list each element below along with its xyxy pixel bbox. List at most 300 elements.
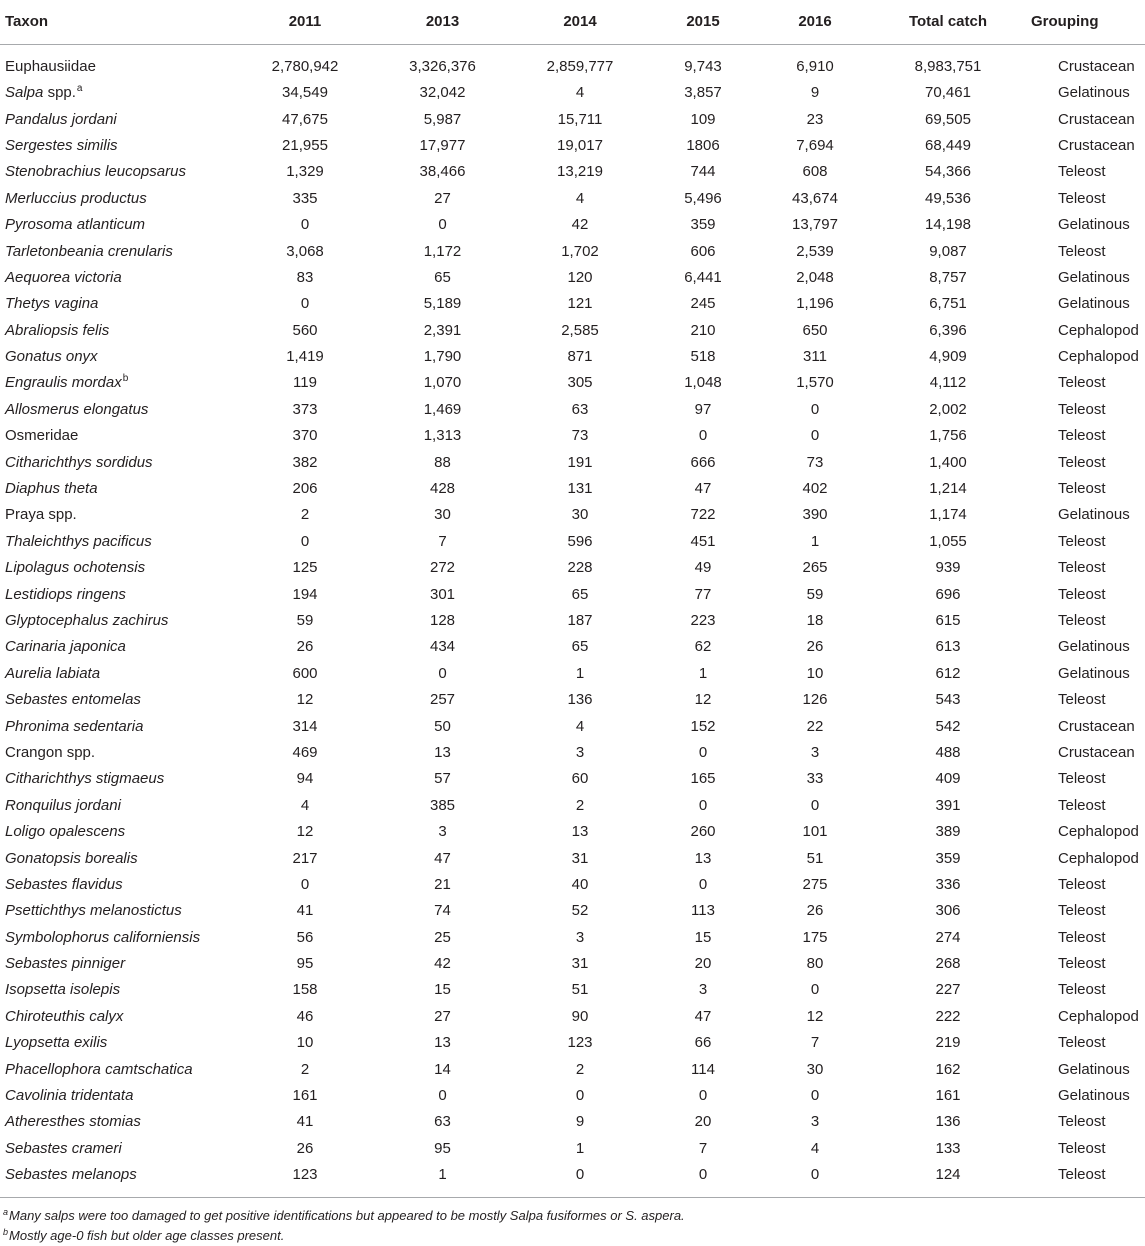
table-row — [0, 661, 1145, 687]
cell-count-2016: 12 — [806, 1007, 824, 1025]
footnote-text: Mostly age-0 fish but older age classes present. — [9, 1227, 285, 1243]
table-row — [0, 133, 1145, 159]
cell-grouping: Cephalopod — [1058, 1007, 1139, 1025]
table-row — [0, 502, 1145, 528]
cell-count-2014: 1,702 — [561, 242, 599, 260]
table-row — [0, 1030, 1145, 1056]
cell-count-2014: 2 — [575, 1060, 585, 1078]
cell-taxon — [0, 1109, 236, 1135]
cell-count-2014: 9 — [575, 1113, 585, 1131]
cell-count-2011: 94 — [296, 770, 314, 788]
cell-count-2016: 650 — [802, 321, 828, 339]
taxon-name-italic: Atheresthes stomias — [5, 1113, 141, 1131]
cell-count-2016: 43,674 — [792, 189, 838, 207]
cell-total-catch: 124 — [935, 1166, 961, 1184]
cell-grouping: Teleost — [1058, 453, 1106, 471]
table-row — [0, 450, 1145, 476]
taxon-name-roman: spp. — [47, 84, 76, 102]
taxon-name-italic: Diaphus theta — [5, 480, 98, 498]
cell-total-catch: 389 — [935, 823, 961, 841]
cell-count-2014: 121 — [567, 295, 593, 313]
cell-count-2016: 175 — [802, 928, 828, 946]
cell-grouping: Teleost — [1058, 928, 1106, 946]
cell-total-catch: 4,909 — [929, 348, 967, 366]
cell-count-2016: 1,570 — [796, 374, 834, 392]
cell-total-catch: 1,400 — [929, 453, 967, 471]
cell-count-2011: 0 — [300, 216, 310, 234]
cell-count-2013: 1,469 — [423, 400, 462, 418]
cell-total-catch: 49,536 — [925, 189, 971, 207]
cell-count-2013: 7 — [438, 532, 447, 550]
cell-count-2013: 57 — [434, 770, 451, 788]
cell-count-2014: 120 — [567, 268, 593, 286]
cell-taxon — [0, 898, 236, 924]
cell-taxon — [0, 925, 236, 951]
cell-grouping: Teleost — [1058, 374, 1106, 392]
cell-grouping: Gelatinous — [1058, 1060, 1130, 1078]
cell-count-2015: 97 — [694, 400, 712, 418]
header-grouping: Grouping — [1031, 13, 1099, 30]
cell-grouping: Teleost — [1058, 691, 1106, 709]
cell-count-2014: 30 — [571, 506, 589, 524]
cell-grouping: Teleost — [1058, 955, 1106, 973]
cell-count-2013: 128 — [429, 612, 456, 629]
taxon-name-roman: Crangon spp. — [5, 743, 96, 761]
cell-count-2015: 109 — [690, 110, 716, 128]
cell-count-2016: 608 — [802, 163, 828, 181]
table-row — [0, 766, 1145, 792]
cell-count-2015: 260 — [690, 823, 716, 841]
taxon-name-roman: Praya spp. — [5, 506, 77, 524]
taxon-name-italic: Gonatus onyx — [5, 348, 98, 366]
cell-count-2013: 385 — [429, 796, 456, 814]
cell-count-2013: 3,326,376 — [409, 57, 476, 75]
taxon-name-italic: Lyopsetta exilis — [5, 1034, 108, 1052]
cell-total-catch: 613 — [935, 638, 961, 656]
taxon-name-italic: Citharichthys stigmaeus — [5, 770, 165, 788]
cell-total-catch: 2,002 — [929, 400, 967, 418]
cell-count-2014: 65 — [571, 585, 589, 603]
taxon-name-italic: Loligo opalescens — [5, 823, 126, 841]
cell-count-2015: 13 — [694, 849, 712, 867]
cell-count-2011: 194 — [292, 585, 318, 603]
table-row — [0, 318, 1145, 344]
cell-count-2016: 26 — [806, 902, 824, 920]
cell-grouping: Teleost — [1058, 163, 1106, 181]
cell-grouping: Teleost — [1058, 559, 1106, 577]
cell-count-2011: 41 — [296, 902, 314, 920]
taxon-name-italic: Psettichthys melanostictus — [5, 902, 182, 920]
cell-count-2014: 0 — [575, 1166, 585, 1184]
cell-count-2011: 59 — [296, 612, 314, 629]
cell-count-2014: 305 — [567, 374, 593, 392]
table-row — [0, 977, 1145, 1003]
cell-count-2013: 74 — [434, 902, 451, 920]
cell-total-catch: 268 — [935, 955, 961, 973]
cell-count-2015: 47 — [694, 1007, 712, 1025]
cell-taxon — [0, 872, 236, 898]
cell-total-catch: 1,174 — [929, 506, 967, 524]
cell-count-2016: 101 — [802, 823, 828, 841]
cell-total-catch: 306 — [935, 902, 961, 920]
cell-count-2016: 73 — [806, 453, 824, 471]
cell-count-2011: 56 — [296, 928, 314, 946]
cell-count-2016: 390 — [802, 506, 828, 524]
table-row — [0, 555, 1145, 581]
table-row — [0, 872, 1145, 898]
header-total-catch: Total catch — [908, 13, 988, 30]
cell-count-2014: 2,585 — [561, 321, 599, 339]
cell-count-2011: 12 — [296, 691, 314, 709]
taxon-name-italic: Chiroteuthis calyx — [5, 1007, 124, 1025]
cell-count-2011: 206 — [292, 480, 318, 498]
cell-count-2015: 152 — [690, 717, 716, 735]
table-row — [0, 212, 1145, 238]
cell-taxon — [0, 951, 236, 977]
cell-count-2013: 65 — [434, 268, 451, 286]
cell-count-2016: 18 — [806, 612, 824, 629]
cell-count-2013: 1,313 — [423, 427, 462, 445]
cell-grouping: Crustacean — [1058, 717, 1135, 735]
cell-count-2014: 3 — [575, 743, 585, 761]
cell-count-2016: 51 — [806, 849, 824, 867]
taxon-name-italic: Carinaria japonica — [5, 638, 126, 656]
cell-count-2011: 119 — [293, 374, 317, 392]
cell-count-2015: 1,048 — [684, 374, 722, 392]
taxon-name-italic: Phacellophora camtschatica — [5, 1060, 193, 1078]
cell-count-2016: 0 — [810, 1087, 820, 1105]
cell-count-2016: 311 — [803, 348, 827, 366]
cell-total-catch: 219 — [935, 1034, 961, 1052]
cell-count-2015: 1806 — [686, 136, 720, 154]
cell-count-2013: 88 — [434, 453, 451, 471]
cell-count-2011: 3,068 — [286, 242, 324, 260]
cell-count-2013: 428 — [429, 480, 456, 498]
cell-count-2016: 3 — [810, 743, 820, 761]
table-header-row — [0, 0, 1145, 45]
cell-count-2016: 0 — [810, 400, 820, 418]
footnote-marker: a — [76, 83, 83, 95]
cell-count-2011: 26 — [296, 1139, 314, 1157]
cell-total-catch: 8,983,751 — [914, 57, 982, 75]
cell-grouping: Gelatinous — [1058, 216, 1130, 234]
cell-total-catch: 543 — [935, 691, 961, 709]
cell-count-2016: 1 — [810, 532, 820, 550]
cell-grouping: Teleost — [1058, 770, 1106, 788]
cell-count-2015: 20 — [694, 955, 712, 973]
cell-count-2011: 47,675 — [282, 110, 328, 128]
taxon-name-italic: Aurelia labiata — [5, 664, 101, 682]
cell-total-catch: 488 — [935, 743, 961, 761]
table-row — [0, 582, 1145, 608]
cell-grouping: Cephalopod — [1058, 849, 1139, 867]
cell-count-2015: 606 — [690, 242, 716, 260]
cell-count-2013: 50 — [434, 717, 451, 735]
cell-count-2015: 49 — [694, 559, 712, 577]
cell-count-2013: 27 — [434, 1007, 451, 1025]
cell-grouping: Teleost — [1058, 1139, 1106, 1157]
cell-count-2013: 1,070 — [423, 374, 462, 392]
cell-count-2011: 2 — [300, 1060, 310, 1078]
cell-count-2011: 0 — [300, 532, 310, 550]
taxon-name-italic: Phronima sedentaria — [5, 717, 144, 735]
cell-grouping: Gelatinous — [1058, 295, 1130, 313]
cell-count-2016: 26 — [806, 638, 824, 656]
cell-taxon — [0, 687, 236, 713]
cell-total-catch: 227 — [935, 981, 961, 999]
cell-taxon — [0, 582, 236, 608]
cell-count-2015: 0 — [698, 1087, 708, 1105]
cell-count-2014: 60 — [571, 770, 589, 788]
taxon-name-italic: Sergestes similis — [5, 136, 118, 154]
cell-count-2011: 10 — [296, 1034, 314, 1052]
cell-grouping: Teleost — [1058, 400, 1106, 418]
cell-count-2013: 257 — [429, 691, 456, 709]
cell-count-2016: 2,539 — [796, 242, 834, 260]
cell-grouping: Gelatinous — [1058, 84, 1130, 102]
cell-taxon — [0, 1136, 236, 1162]
footnote-marker: a — [3, 1206, 9, 1217]
cell-taxon — [0, 159, 236, 185]
cell-count-2013: 27 — [434, 189, 451, 207]
cell-count-2015: 20 — [694, 1113, 712, 1131]
cell-count-2011: 26 — [296, 638, 314, 656]
cell-total-catch: 359 — [935, 849, 961, 867]
cell-count-2015: 3 — [698, 981, 708, 999]
cell-taxon — [0, 476, 236, 502]
cell-total-catch: 6,396 — [929, 321, 967, 339]
cell-taxon — [0, 265, 236, 291]
cell-total-catch: 136 — [935, 1113, 961, 1131]
taxon-name-italic: Sebastes melanops — [5, 1166, 137, 1184]
taxon-name-italic: Salpa — [5, 84, 44, 102]
cell-grouping: Teleost — [1058, 1166, 1106, 1184]
cell-count-2014: 52 — [571, 902, 589, 920]
cell-count-2014: 1 — [575, 1139, 585, 1157]
taxon-name-italic: Thetys vagina — [5, 295, 99, 313]
cell-count-2014: 871 — [567, 348, 593, 366]
taxon-name-italic: Tarletonbeania crenularis — [5, 242, 173, 260]
taxon-name-italic: Cavolinia tridentata — [5, 1087, 134, 1105]
taxon-name-italic: Engraulis mordax — [5, 374, 122, 392]
cell-taxon — [0, 1083, 236, 1109]
cell-count-2013: 1,172 — [423, 242, 462, 260]
table-body — [0, 45, 1145, 1198]
cell-count-2013: 95 — [434, 1139, 451, 1157]
table-row — [0, 54, 1145, 80]
cell-total-catch: 69,505 — [925, 110, 971, 128]
cell-grouping: Gelatinous — [1058, 1087, 1130, 1105]
cell-grouping: Cephalopod — [1058, 823, 1139, 841]
cell-taxon — [0, 819, 236, 845]
taxon-name-italic: Sebastes flavidus — [5, 875, 123, 893]
taxon-name-italic: Sebastes entomelas — [5, 691, 141, 709]
cell-taxon — [0, 1004, 236, 1030]
cell-count-2014: 13,219 — [557, 163, 603, 181]
cell-count-2015: 66 — [694, 1034, 712, 1052]
cell-count-2011: 161 — [292, 1087, 318, 1105]
table-row — [0, 846, 1145, 872]
cell-count-2013: 1 — [438, 1166, 447, 1184]
cell-taxon — [0, 846, 236, 872]
cell-total-catch: 274 — [935, 928, 961, 946]
table-row — [0, 634, 1145, 660]
cell-count-2013: 5,189 — [423, 295, 462, 313]
cell-count-2013: 42 — [434, 955, 451, 973]
cell-count-2014: 228 — [567, 559, 593, 577]
cell-count-2016: 0 — [810, 796, 820, 814]
taxon-name-italic: Sebastes crameri — [5, 1139, 122, 1157]
cell-total-catch: 939 — [935, 559, 961, 577]
cell-count-2014: 15,711 — [557, 110, 603, 128]
table-row — [0, 1083, 1145, 1109]
table-row — [0, 793, 1145, 819]
cell-grouping: Teleost — [1058, 981, 1106, 999]
cell-count-2015: 359 — [690, 216, 716, 234]
cell-total-catch: 161 — [935, 1087, 961, 1105]
cell-taxon — [0, 661, 236, 687]
cell-count-2013: 301 — [429, 585, 456, 603]
cell-total-catch: 4,112 — [929, 374, 967, 392]
table-row — [0, 714, 1145, 740]
cell-count-2011: 4 — [300, 796, 310, 814]
cell-taxon — [0, 370, 236, 396]
cell-taxon — [0, 1057, 236, 1083]
cell-grouping: Gelatinous — [1058, 664, 1130, 682]
cell-count-2015: 5,496 — [684, 189, 722, 207]
cell-count-2011: 34,549 — [282, 84, 328, 102]
cell-count-2015: 223 — [690, 612, 716, 629]
cell-count-2013: 63 — [434, 1113, 451, 1131]
footnote-marker: b — [122, 373, 129, 385]
cell-grouping: Teleost — [1058, 532, 1106, 550]
cell-grouping: Crustacean — [1058, 57, 1135, 75]
cell-count-2013: 3 — [438, 823, 447, 841]
taxon-name-italic: Thaleichthys pacificus — [5, 532, 152, 550]
cell-count-2016: 6,910 — [796, 57, 834, 75]
cell-count-2011: 0 — [300, 875, 310, 893]
cell-count-2013: 14 — [434, 1060, 451, 1078]
cell-count-2014: 0 — [575, 1087, 585, 1105]
cell-count-2015: 9,743 — [684, 57, 722, 75]
taxon-name-italic: Pandalus jordani — [5, 110, 117, 128]
cell-total-catch: 1,756 — [929, 427, 967, 445]
taxon-name-italic: Aequorea victoria — [5, 268, 122, 286]
cell-grouping: Teleost — [1058, 427, 1106, 445]
cell-count-2016: 7 — [810, 1034, 820, 1052]
cell-count-2016: 7,694 — [796, 136, 834, 154]
cell-count-2011: 12 — [296, 823, 314, 841]
cell-grouping: Crustacean — [1058, 743, 1135, 761]
cell-count-2016: 33 — [806, 770, 824, 788]
cell-count-2014: 90 — [571, 1007, 589, 1025]
cell-count-2014: 13 — [571, 823, 589, 841]
table-row — [0, 1004, 1145, 1030]
table-row — [0, 1109, 1145, 1135]
taxon-name-italic: Pyrosoma atlanticum — [5, 216, 146, 234]
cell-count-2011: 46 — [296, 1007, 314, 1025]
table-footnotes — [0, 1198, 1145, 1246]
cell-taxon — [0, 239, 236, 265]
cell-count-2014: 63 — [571, 400, 589, 418]
cell-count-2011: 600 — [292, 664, 318, 682]
cell-count-2016: 22 — [806, 717, 824, 735]
cell-count-2015: 245 — [690, 295, 716, 313]
cell-count-2011: 83 — [296, 268, 314, 286]
footnote — [3, 1206, 1145, 1226]
table-row — [0, 80, 1145, 106]
header-2015: 2015 — [686, 13, 720, 30]
cell-count-2016: 0 — [810, 981, 820, 999]
cell-count-2013: 30 — [434, 506, 451, 524]
cell-count-2016: 4 — [810, 1139, 820, 1157]
cell-count-2014: 65 — [571, 638, 589, 656]
table-row — [0, 1136, 1145, 1162]
cell-taxon — [0, 1030, 236, 1056]
taxon-name-italic: Isopsetta isolepis — [5, 981, 121, 999]
cell-grouping: Cephalopod — [1058, 348, 1139, 366]
taxon-name-italic: Allosmerus elongatus — [5, 400, 149, 418]
cell-grouping: Teleost — [1058, 242, 1106, 260]
cell-count-2015: 0 — [698, 875, 708, 893]
cell-count-2011: 21,955 — [282, 136, 328, 154]
cell-count-2016: 265 — [802, 559, 828, 577]
cell-taxon — [0, 740, 236, 766]
table-row — [0, 925, 1145, 951]
cell-count-2015: 7 — [698, 1139, 708, 1157]
cell-taxon — [0, 608, 236, 634]
table-row — [0, 239, 1145, 265]
cell-grouping: Crustacean — [1058, 110, 1135, 128]
cell-grouping: Gelatinous — [1058, 638, 1130, 656]
taxon-name-italic: Lestidiops ringens — [5, 585, 126, 603]
cell-count-2011: 125 — [292, 559, 318, 577]
cell-count-2013: 25 — [434, 928, 451, 946]
cell-count-2013: 0 — [438, 664, 447, 682]
cell-count-2013: 1,790 — [423, 348, 462, 366]
table-row — [0, 1162, 1145, 1188]
cell-taxon — [0, 977, 236, 1003]
cell-count-2011: 1,329 — [286, 163, 324, 181]
cell-count-2016: 1,196 — [796, 295, 834, 313]
cell-count-2015: 0 — [698, 427, 708, 445]
cell-count-2011: 41 — [296, 1113, 314, 1131]
cell-count-2014: 42 — [571, 216, 589, 234]
cell-taxon — [0, 291, 236, 317]
cell-taxon — [0, 529, 236, 555]
cell-count-2011: 158 — [292, 981, 318, 999]
cell-count-2011: 1,419 — [286, 348, 324, 366]
cell-total-catch: 14,198 — [925, 216, 971, 234]
cell-count-2015: 114 — [691, 1060, 715, 1078]
cell-count-2015: 451 — [690, 532, 716, 550]
table-row — [0, 529, 1145, 555]
table-row — [0, 370, 1145, 396]
cell-count-2015: 12 — [694, 691, 712, 709]
cell-count-2013: 32,042 — [419, 84, 466, 102]
cell-count-2014: 31 — [571, 955, 589, 973]
cell-count-2015: 15 — [694, 928, 712, 946]
cell-count-2011: 123 — [292, 1166, 318, 1184]
cell-taxon — [0, 133, 236, 159]
cell-grouping: Cephalopod — [1058, 321, 1139, 339]
cell-count-2011: 2,780,942 — [271, 57, 339, 75]
table-row — [0, 476, 1145, 502]
cell-count-2013: 13 — [434, 743, 451, 761]
cell-total-catch: 696 — [935, 585, 961, 603]
cell-count-2014: 31 — [571, 849, 589, 867]
cell-grouping: Teleost — [1058, 796, 1106, 814]
